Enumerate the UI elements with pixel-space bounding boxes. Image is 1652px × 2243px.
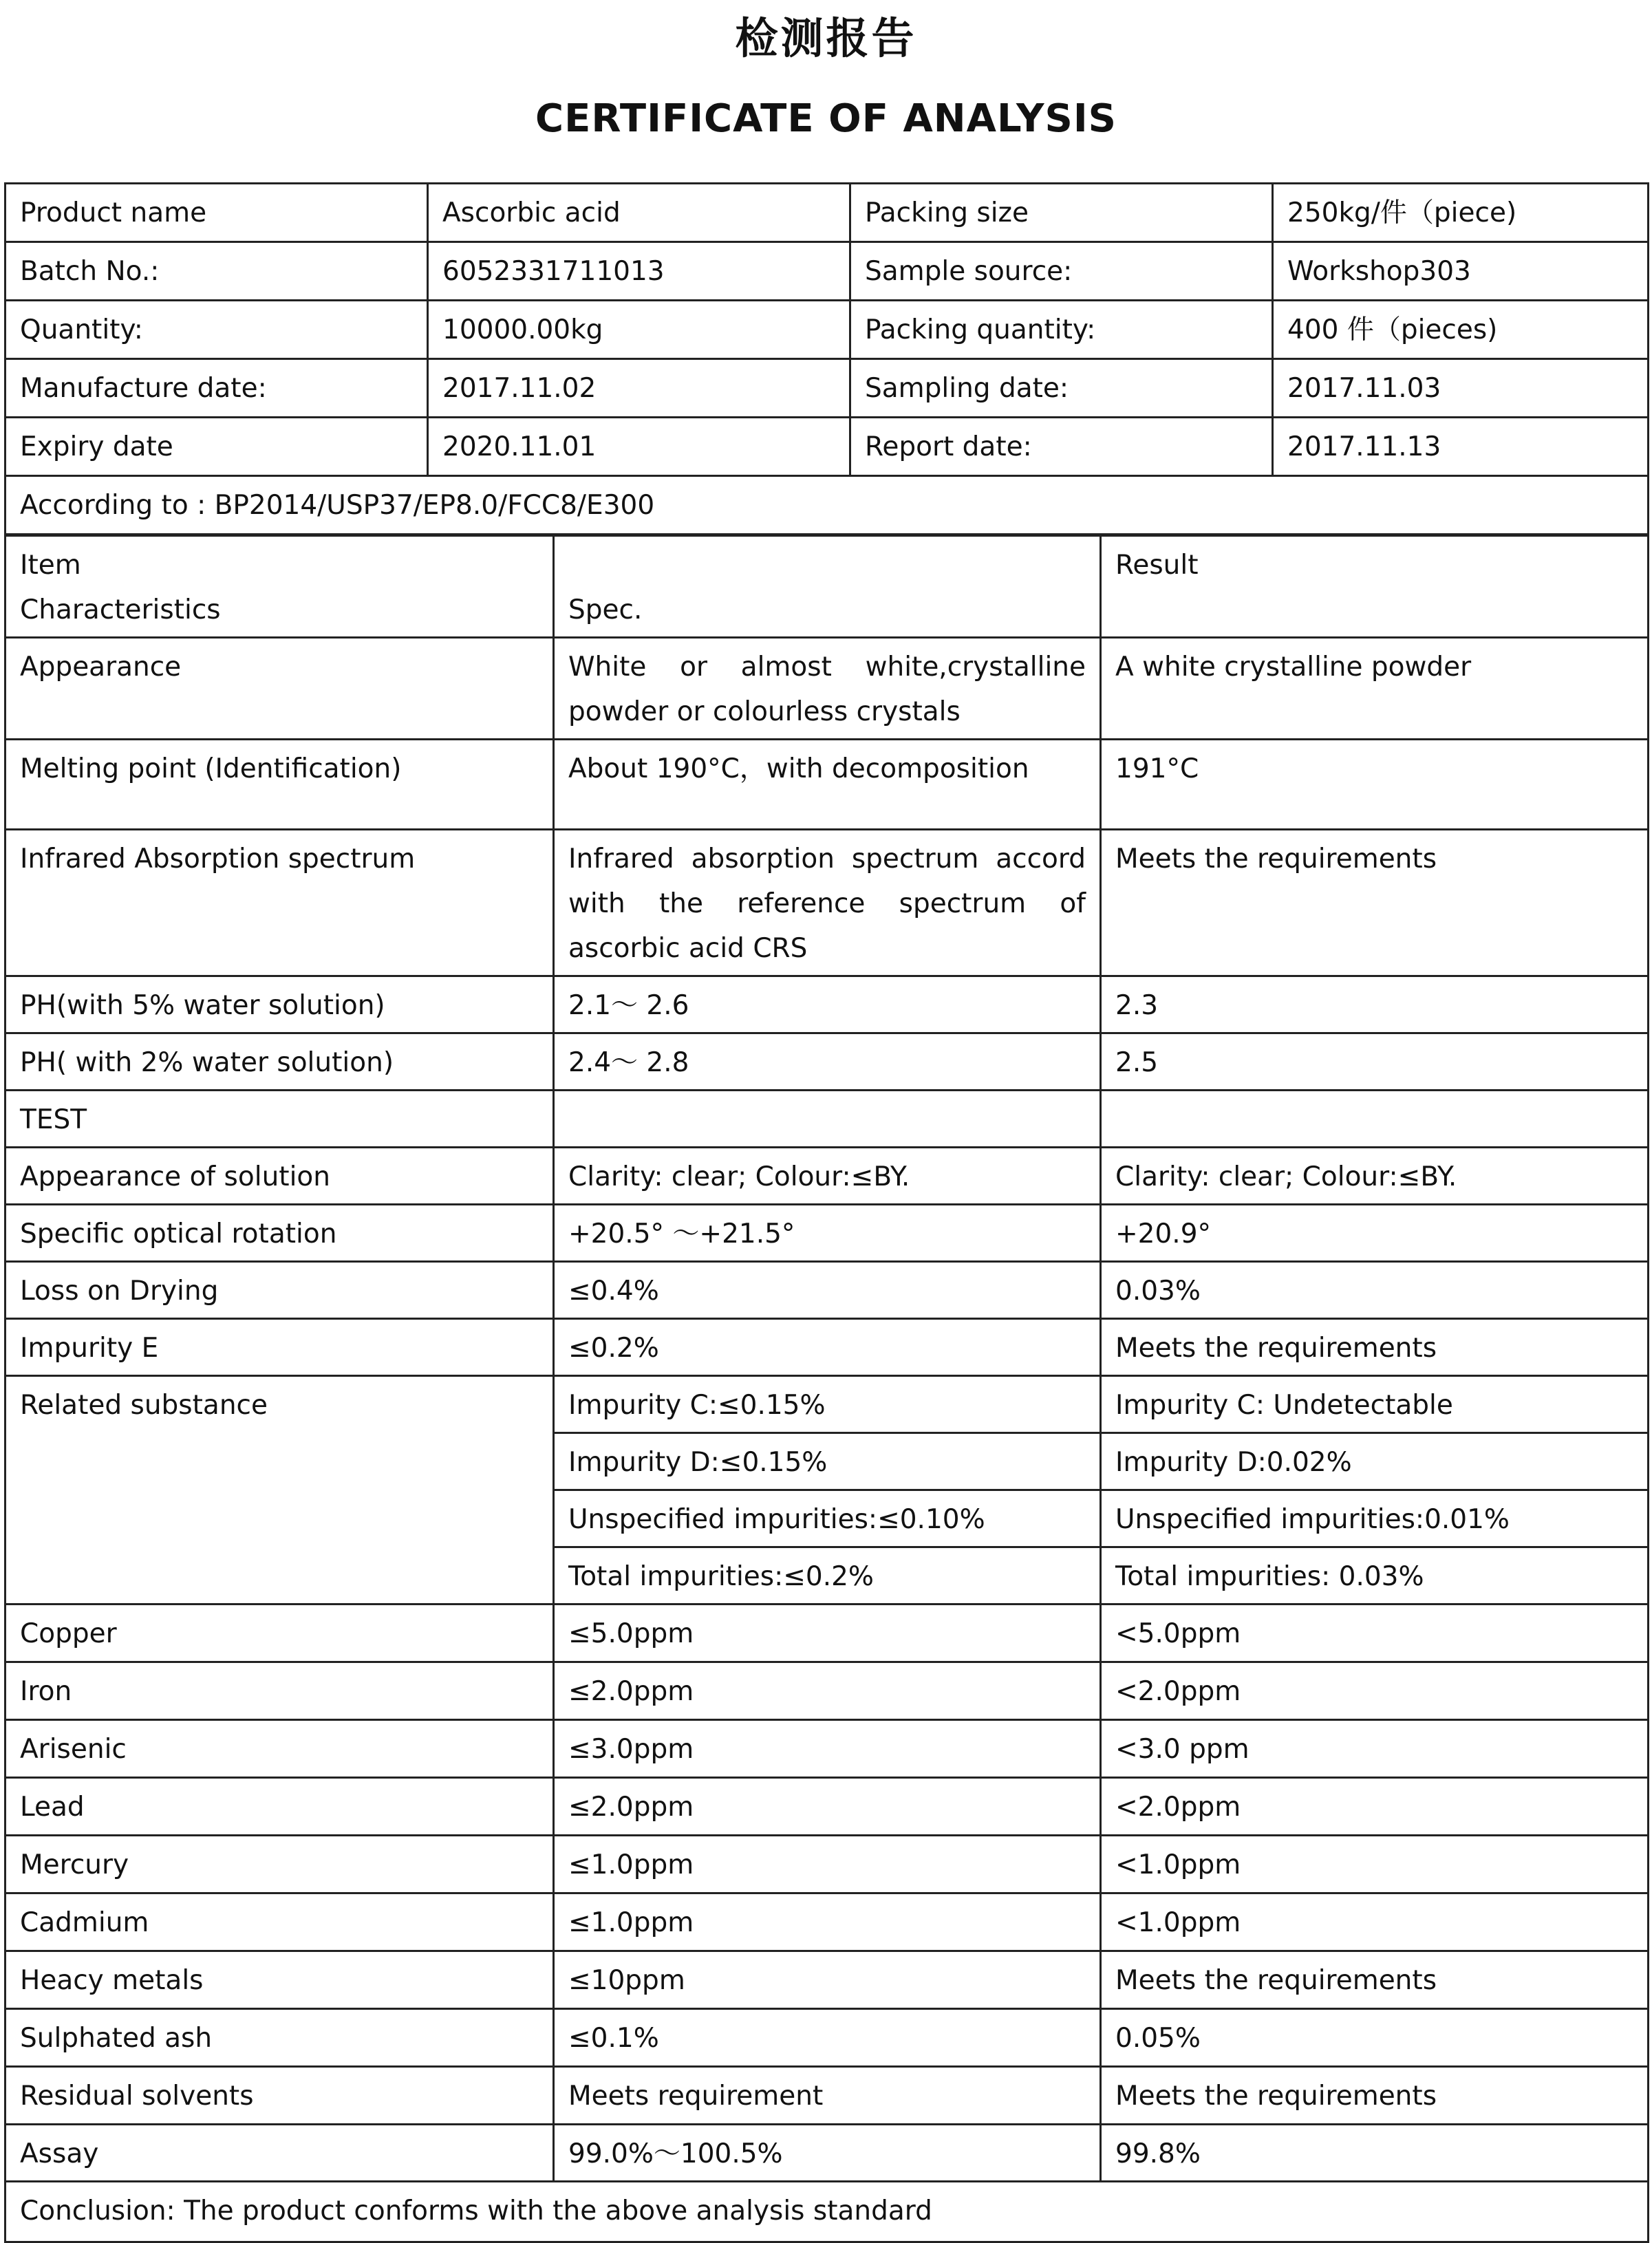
report-title-en: CERTIFICATE OF ANALYSIS <box>535 96 1117 141</box>
test-row <box>6 2125 1649 2182</box>
conclusion-cell: Conclusion: The product conforms with the above analysis standard <box>6 2182 1649 2242</box>
characteristics-header: Characteristics <box>20 594 221 625</box>
item-cell: PH(with 5% water solution) <box>6 976 554 1033</box>
result-cell <box>1101 1091 1649 1148</box>
result-cell: A white crystalline powder <box>1101 638 1649 740</box>
spec-cell: ≤2.0ppm <box>554 1662 1101 1720</box>
test-section-row <box>6 1091 1649 1148</box>
spec-cell: Unspecified impurities:≤0.10% <box>554 1490 1101 1547</box>
item-cell: Appearance of solution <box>6 1148 554 1205</box>
item-cell: Assay <box>6 2125 554 2182</box>
test-row <box>6 830 1649 976</box>
test-row <box>6 638 1649 740</box>
label-cell: Report date: <box>850 418 1273 476</box>
test-row <box>6 1836 1649 1893</box>
test-row <box>6 1319 1649 1376</box>
item-cell: Mercury <box>6 1836 554 1893</box>
item-cell: Related substance <box>6 1376 554 1605</box>
item-cell: Heacy metals <box>6 1951 554 2009</box>
test-row <box>6 1148 1649 1205</box>
value-cell: 2017.11.13 <box>1273 418 1649 476</box>
result-cell: Meets the requirements <box>1101 2067 1649 2125</box>
spec-header: Spec. <box>568 594 643 625</box>
test-row <box>6 2067 1649 2125</box>
item-cell: Sulphated ash <box>6 2009 554 2067</box>
spec-cell: ≤0.1% <box>554 2009 1101 2067</box>
according-to-cell: According to : BP2014/USP37/EP8.0/FCC8/E300 <box>6 476 1649 535</box>
spec-cell: ≤1.0ppm <box>554 1893 1101 1951</box>
item-cell: Arisenic <box>6 1720 554 1778</box>
product-info-table <box>4 182 1649 535</box>
according-to-row <box>6 476 1649 535</box>
spec-cell <box>554 1091 1101 1148</box>
spec-cell: ≤5.0ppm <box>554 1605 1101 1662</box>
value-cell: 2017.11.02 <box>428 359 850 418</box>
label-cell: Product name <box>6 184 428 242</box>
result-cell: Meets the requirements <box>1101 1951 1649 2009</box>
spec-cell: 99.0%～100.5% <box>554 2125 1101 2182</box>
value-cell: 10000.00kg <box>428 301 850 359</box>
item-cell: Copper <box>6 1605 554 1662</box>
value-cell: 2017.11.03 <box>1273 359 1649 418</box>
label-cell: Batch No.: <box>6 242 428 301</box>
spec-cell: Impurity D:≤0.15% <box>554 1433 1101 1490</box>
test-row <box>6 976 1649 1033</box>
table-header-row <box>6 536 1649 638</box>
report-title-cn: 检测报告 <box>735 13 917 63</box>
result-cell: Meets the requirements <box>1101 1319 1649 1376</box>
item-cell: Impurity E <box>6 1319 554 1376</box>
spec-cell: Infrared absorption spectrum accord with the reference spectrum of ascorbic acid CRS <box>554 830 1101 976</box>
item-cell: Lead <box>6 1778 554 1836</box>
result-header: Result <box>1115 550 1199 581</box>
item-cell: Residual solvents <box>6 2067 554 2125</box>
test-row <box>6 1662 1649 1720</box>
value-cell: 250kg/件（piece) <box>1273 184 1649 242</box>
value-cell: 400 件（pieces) <box>1273 301 1649 359</box>
info-row <box>6 301 1649 359</box>
result-cell: <5.0ppm <box>1101 1605 1649 1662</box>
spec-cell: 2.1～ 2.6 <box>554 976 1101 1033</box>
result-cell: <1.0ppm <box>1101 1893 1649 1951</box>
item-cell: Specific optical rotation <box>6 1205 554 1262</box>
result-cell: <2.0ppm <box>1101 1778 1649 1836</box>
test-row <box>6 1951 1649 2009</box>
conclusion-row <box>6 2182 1649 2242</box>
result-cell: 191°C <box>1101 740 1649 830</box>
spec-cell: Clarity: clear; Colour:≤BY. <box>554 1148 1101 1205</box>
spec-cell: ≤10ppm <box>554 1951 1101 2009</box>
spec-cell: 2.4～ 2.8 <box>554 1033 1101 1091</box>
test-row <box>6 1720 1649 1778</box>
spec-cell: Impurity C:≤0.15% <box>554 1376 1101 1433</box>
spec-cell: Total impurities:≤0.2% <box>554 1547 1101 1605</box>
item-cell: PH( with 2% water solution) <box>6 1033 554 1091</box>
spec-header-cell <box>554 536 1101 638</box>
info-row <box>6 359 1649 418</box>
value-cell: Workshop303 <box>1273 242 1649 301</box>
result-cell: +20.9° <box>1101 1205 1649 1262</box>
label-cell: Expiry date <box>6 418 428 476</box>
item-cell: TEST <box>6 1091 554 1148</box>
result-cell: Impurity D:0.02% <box>1101 1433 1649 1490</box>
result-cell: Impurity C: Undetectable <box>1101 1376 1649 1433</box>
label-cell: Packing quantity: <box>850 301 1273 359</box>
info-row <box>6 184 1649 242</box>
test-row <box>6 1778 1649 1836</box>
spec-cell: Meets requirement <box>554 2067 1101 2125</box>
label-cell: Sampling date: <box>850 359 1273 418</box>
related-substance-row <box>6 1376 1649 1433</box>
label-cell: Packing size <box>850 184 1273 242</box>
result-cell: <2.0ppm <box>1101 1662 1649 1720</box>
item-header-cell <box>6 536 554 638</box>
info-row <box>6 242 1649 301</box>
spec-cell: About 190°C，with decomposition <box>554 740 1101 830</box>
item-cell: Melting point (Identification) <box>6 740 554 830</box>
test-row <box>6 1262 1649 1319</box>
result-header-cell <box>1101 536 1649 638</box>
result-cell: Meets the requirements <box>1101 830 1649 976</box>
result-cell: 0.03% <box>1101 1262 1649 1319</box>
test-row <box>6 1205 1649 1262</box>
info-row <box>6 418 1649 476</box>
test-row <box>6 1893 1649 1951</box>
test-row <box>6 2009 1649 2067</box>
item-cell: Infrared Absorption spectrum <box>6 830 554 976</box>
spec-cell: ≤3.0ppm <box>554 1720 1101 1778</box>
spec-cell: ≤1.0ppm <box>554 1836 1101 1893</box>
result-cell: Unspecified impurities:0.01% <box>1101 1490 1649 1547</box>
result-cell: 99.8% <box>1101 2125 1649 2182</box>
item-cell: Iron <box>6 1662 554 1720</box>
result-cell: <1.0ppm <box>1101 1836 1649 1893</box>
spec-cell: ≤0.2% <box>554 1319 1101 1376</box>
item-cell: Cadmium <box>6 1893 554 1951</box>
label-cell: Quantity: <box>6 301 428 359</box>
value-cell: Ascorbic acid <box>428 184 850 242</box>
result-cell: 2.3 <box>1101 976 1649 1033</box>
label-cell: Sample source: <box>850 242 1273 301</box>
result-cell: Total impurities: 0.03% <box>1101 1547 1649 1605</box>
test-row <box>6 1605 1649 1662</box>
spec-cell: +20.5° ～+21.5° <box>554 1205 1101 1262</box>
test-row <box>6 1033 1649 1091</box>
test-results-table <box>4 535 1649 2243</box>
value-cell: 6052331711013 <box>428 242 850 301</box>
result-cell: Clarity: clear; Colour:≤BY. <box>1101 1148 1649 1205</box>
spec-cell: White or almost white,crystalline powder or colourless crystals <box>554 638 1101 740</box>
result-cell: 2.5 <box>1101 1033 1649 1091</box>
value-cell: 2020.11.01 <box>428 418 850 476</box>
item-cell: Loss on Drying <box>6 1262 554 1319</box>
item-cell: Appearance <box>6 638 554 740</box>
spec-cell: ≤2.0ppm <box>554 1778 1101 1836</box>
test-row <box>6 740 1649 830</box>
spec-cell: ≤0.4% <box>554 1262 1101 1319</box>
result-cell: 0.05% <box>1101 2009 1649 2067</box>
label-cell: Manufacture date: <box>6 359 428 418</box>
result-cell: <3.0 ppm <box>1101 1720 1649 1778</box>
item-header: Item <box>20 550 81 581</box>
